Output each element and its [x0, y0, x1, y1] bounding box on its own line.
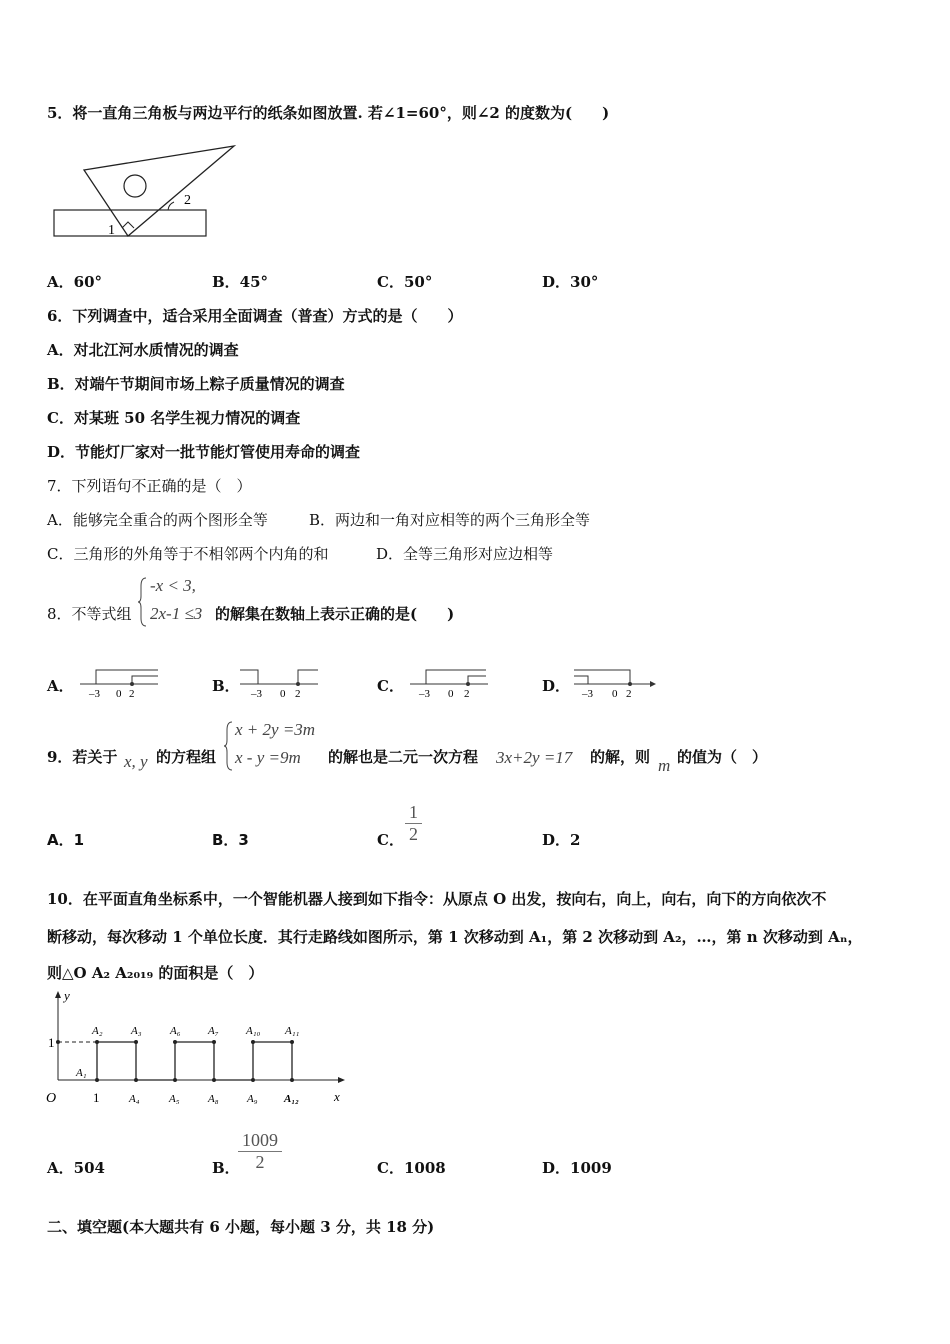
- q5-option-d[interactable]: D．30°: [542, 273, 599, 291]
- q10-y-one-label: 1: [48, 1035, 55, 1050]
- q8-option-b[interactable]: B．: [212, 677, 240, 695]
- q10-option-a[interactable]: A．504: [47, 1159, 105, 1177]
- q10-option-b[interactable]: B．: [212, 1159, 240, 1177]
- q10-line1: 10．在平面直角坐标系中，一个智能机器人接到如下指令：从原点 O 出发，按向右，向上，向右，向下的方向依次不: [47, 890, 827, 908]
- q10-line2: 断移动，每次移动 1 个单位长度．其行走路线如图所示，第 1 次移动到 A₁，第 2 次移动到 A₂，…，第 n 次移动到 Aₙ，: [47, 928, 863, 946]
- q9-option-c-label: C．: [377, 831, 404, 849]
- q9-option-c-denominator: 2: [409, 823, 418, 844]
- section-2-heading: 二、填空题(本大题共有 6 小题，每小题 3 分，共 18 分): [47, 1218, 435, 1236]
- q8-brace: [138, 576, 148, 628]
- q8-c-tick-0: 0: [448, 688, 454, 700]
- q8-a-tick-2: 2: [129, 688, 135, 700]
- q9-option-c[interactable]: [377, 829, 404, 850]
- q7-option-a[interactable]: A．能够完全重合的两个图形全等: [47, 511, 268, 529]
- q10-x-one-label: 1: [93, 1090, 100, 1105]
- q10-label-a6: A₆: [170, 1025, 181, 1037]
- q9-system-line1: x + 2y =3m: [235, 720, 316, 739]
- q8-c-tick-2: 2: [464, 688, 470, 700]
- q5-option-c[interactable]: C．50°: [377, 273, 433, 291]
- q6-option-c[interactable]: C．对某班 50 名学生视力情况的调查: [47, 409, 301, 427]
- q8-option-a[interactable]: A．: [47, 677, 74, 695]
- q9-option-b[interactable]: B．3: [212, 831, 249, 849]
- q5-angle2-label: 2: [184, 193, 191, 208]
- q6-option-a[interactable]: A．对北江河水质情况的调查: [47, 341, 239, 359]
- q10-label-a10: A₁₀: [246, 1025, 261, 1037]
- q5-option-b[interactable]: B．45°: [212, 273, 269, 291]
- q8-b-tick-2: 2: [295, 688, 301, 700]
- q8-numberline-a[interactable]: [76, 664, 166, 702]
- q8-system-line1: -x < 3,: [150, 576, 196, 595]
- q10-label-a4: A₄: [129, 1093, 140, 1105]
- q6-option-d[interactable]: D．节能灯厂家对一批节能灯管使用寿命的调查: [47, 443, 361, 461]
- q8-b-tick-0: 0: [280, 688, 286, 700]
- q9-option-d[interactable]: D．2: [542, 831, 581, 849]
- q8-d-tick-2: 2: [626, 688, 632, 700]
- q6-option-b[interactable]: B．对端午节期间市场上粽子质量情况的调查: [47, 375, 345, 393]
- q8-a-tick-0: 0: [116, 688, 122, 700]
- q8-d-tick-0: 0: [612, 688, 618, 700]
- q10-option-b-numerator: 1009: [238, 1130, 282, 1152]
- q9-option-c-numerator: 1: [405, 802, 422, 824]
- q7-option-c[interactable]: C．三角形的外角等于不相邻两个内角的和: [47, 545, 329, 563]
- q10-option-c-label: C．1008: [377, 1159, 446, 1177]
- q10-label-a3: A₃: [131, 1025, 142, 1037]
- q10-label-a11: A₁₁: [285, 1025, 300, 1037]
- q10-line3: 则△O A₂ A₂₀₁₉ 的面积是（ ）: [47, 964, 264, 982]
- q7-option-d[interactable]: D．全等三角形对应边相等: [376, 545, 554, 563]
- q10-label-a2: A₂: [92, 1025, 103, 1037]
- q9-text-3: 的解也是二元一次方程: [328, 748, 479, 766]
- q9-option-a[interactable]: A．1: [47, 831, 85, 849]
- q10-label-a12: A₁₂: [284, 1093, 300, 1105]
- q9-option-c-fraction: [405, 802, 422, 844]
- q10-label-a7: A₇: [208, 1025, 219, 1037]
- q8-b-tick-neg3: –3: [251, 688, 262, 700]
- q9-system-line2: x - y =9m: [235, 748, 301, 767]
- q10-label-a8: A₈: [208, 1093, 219, 1105]
- q5-stem: 5．将一直角三角板与两边平行的纸条如图放置. 若∠1=60°，则∠2 的度数为( ): [47, 104, 610, 122]
- q5-option-a[interactable]: A．60°: [47, 273, 103, 291]
- q10-option-d[interactable]: D．1009: [542, 1159, 612, 1177]
- q5-figure: [48, 140, 248, 245]
- q8-numberline-c[interactable]: [406, 664, 496, 702]
- q9-equation: 3x+2y =17: [496, 748, 573, 767]
- q7-option-b[interactable]: B．两边和一角对应相等的两个三角形全等: [309, 511, 591, 529]
- q10-label-a9: A₉: [247, 1093, 258, 1105]
- q10-option-b-denominator: 2: [255, 1151, 265, 1172]
- q10-origin-label: O: [46, 1091, 57, 1106]
- q9-text-4: 的解，则: [590, 748, 651, 766]
- q9-text-2: 的方程组: [156, 748, 217, 766]
- q8-option-d[interactable]: D．: [542, 677, 571, 695]
- q8-numberline-b[interactable]: [236, 664, 326, 702]
- q9-text-5: 的值为（ ）: [677, 748, 768, 766]
- q10-x-axis-label: x: [334, 1089, 340, 1104]
- q5-angle1-label: 1: [108, 223, 115, 238]
- q8-system-line2: 2x-1 ≤3: [150, 604, 203, 623]
- q10-option-b-fraction: [238, 1130, 282, 1172]
- q8-prefix: 8．不等式组: [47, 605, 132, 623]
- q10-option-c[interactable]: [377, 1157, 446, 1178]
- q8-numberline-d[interactable]: [570, 664, 660, 702]
- q9-brace: [224, 720, 234, 772]
- q8-d-tick-neg3: –3: [582, 688, 593, 700]
- q9-m: m: [658, 756, 671, 775]
- q8-suffix: 的解集在数轴上表示正确的是( ): [215, 605, 455, 623]
- q10-y-axis-label: y: [64, 988, 70, 1003]
- q10-label-a1: A₁: [76, 1067, 87, 1079]
- q8-option-c[interactable]: C．: [377, 677, 404, 695]
- q8-a-tick-neg3: –3: [89, 688, 100, 700]
- q6-stem: 6．下列调查中，适合采用全面调查（普查）方式的是（ ）: [47, 307, 463, 325]
- q7-stem: 7．下列语句不正确的是（ ）: [47, 477, 252, 495]
- q10-figure: [40, 988, 360, 1110]
- q8-c-tick-neg3: –3: [419, 688, 430, 700]
- q10-label-a5: A₅: [169, 1093, 180, 1105]
- q9-vars: x, y: [124, 752, 148, 771]
- q9-text-1: 9．若关于: [47, 748, 118, 766]
